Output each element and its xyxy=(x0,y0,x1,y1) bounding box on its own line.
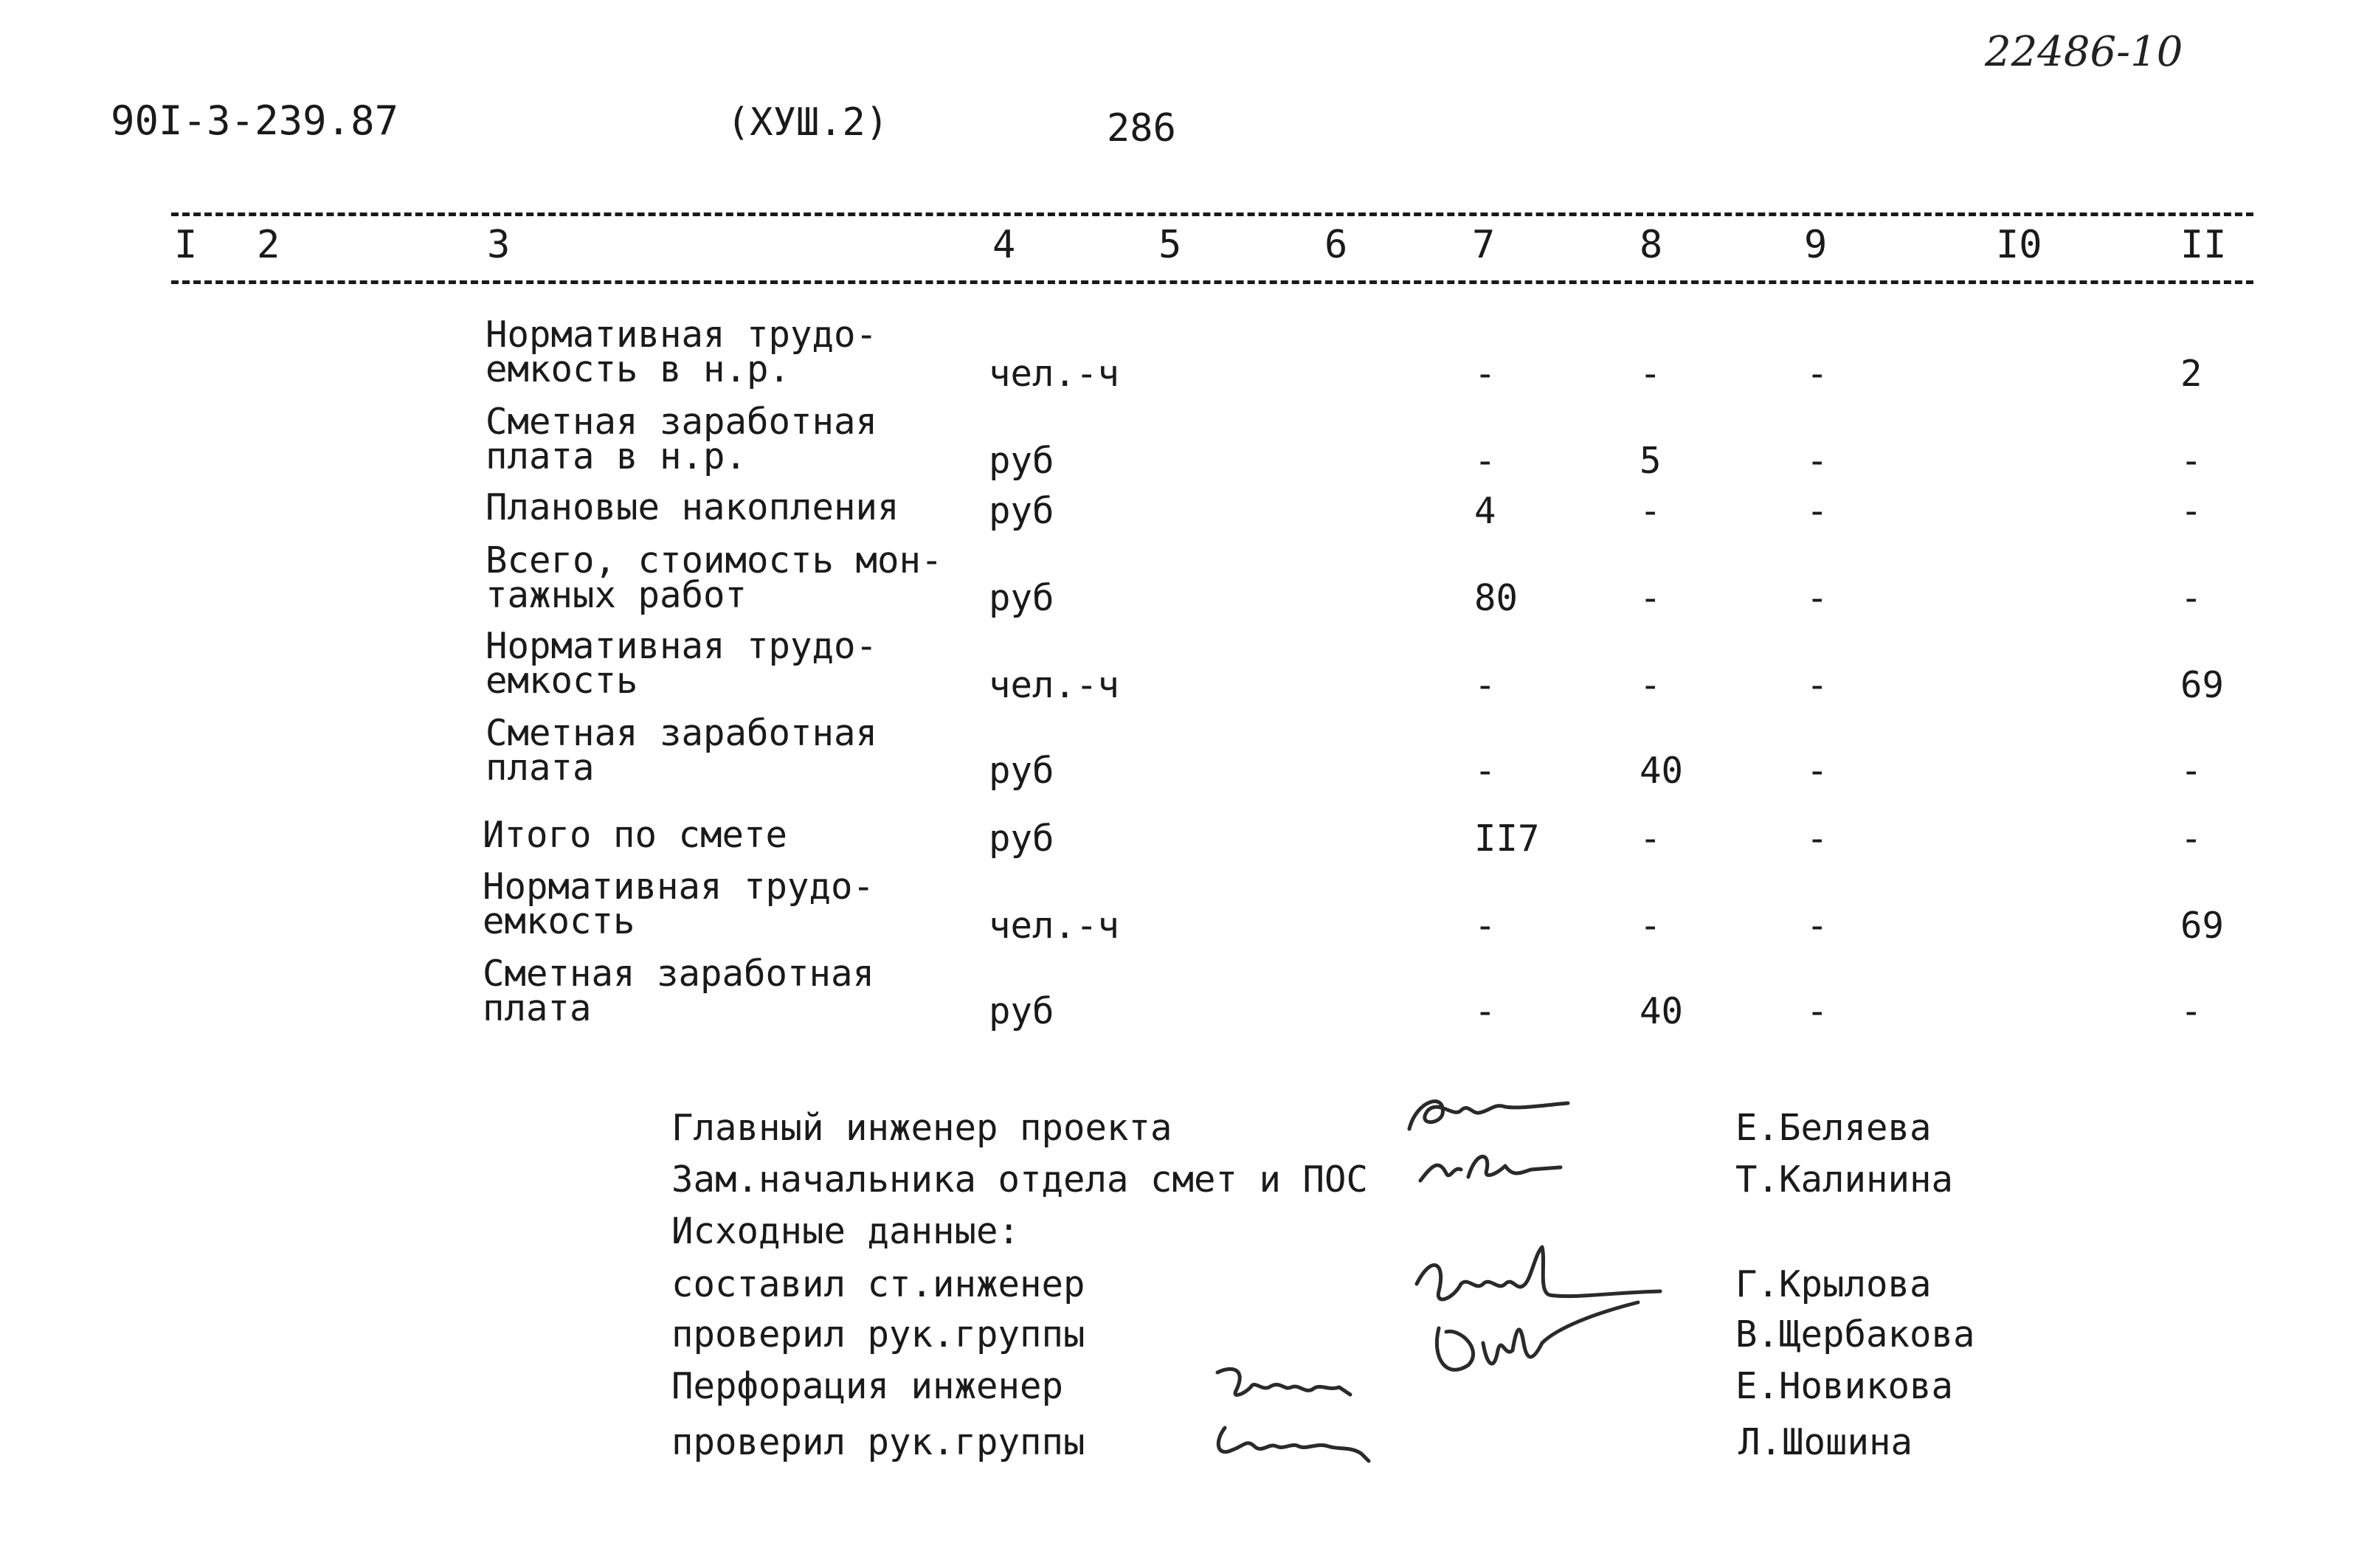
cell-col8: - xyxy=(1640,577,1662,619)
cell-col7: 80 xyxy=(1474,577,1518,619)
cell-col11: 2 xyxy=(2180,353,2202,395)
column-header: 6 xyxy=(1324,223,1348,267)
signature-name: Е.Новикова xyxy=(1735,1365,1954,1407)
row-label: Нормативная трудо- емкость xyxy=(483,866,875,942)
signature-role: проверил рук.группы xyxy=(671,1421,1085,1463)
row-label: Сметная заработная плата xyxy=(483,953,875,1029)
row-label: Итого по смете xyxy=(483,814,788,856)
cell-col9: - xyxy=(1806,577,1828,619)
row-unit: руб xyxy=(989,990,1054,1032)
column-header: I xyxy=(174,223,198,267)
cell-col7: - xyxy=(1474,353,1496,395)
signature-role: Исходные данные: xyxy=(671,1210,1020,1252)
cell-col11: 69 xyxy=(2180,664,2225,706)
cell-col8: - xyxy=(1640,490,1662,532)
row-unit: руб xyxy=(989,440,1054,482)
column-header: II xyxy=(2180,223,2227,267)
row-unit: чел.-ч xyxy=(989,664,1120,706)
handwritten-archive-number: 22486-10 xyxy=(1985,28,2183,76)
row-unit: руб xyxy=(989,818,1054,860)
cell-col8: - xyxy=(1640,664,1662,706)
cell-col8: 40 xyxy=(1640,990,1684,1032)
cell-col7: - xyxy=(1474,905,1496,947)
cell-col8: 5 xyxy=(1640,440,1662,482)
signature-name: Е.Беляева xyxy=(1735,1107,1932,1149)
column-header: 3 xyxy=(487,223,511,267)
cell-col11: - xyxy=(2180,490,2202,532)
cell-col9: - xyxy=(1806,490,1828,532)
signature-role: Перфорация инженер xyxy=(671,1365,1064,1407)
column-header: 2 xyxy=(257,223,280,267)
column-header: 5 xyxy=(1158,223,1182,267)
cell-col8: - xyxy=(1640,818,1662,860)
signature-mark-perforation-engineer xyxy=(1210,1358,1358,1409)
cell-col9: - xyxy=(1806,905,1828,947)
row-label: Плановые накопления xyxy=(486,486,899,528)
cell-col11: - xyxy=(2180,818,2202,860)
signature-mark-group-lead-2 xyxy=(1210,1413,1380,1472)
cell-col7: - xyxy=(1474,664,1496,706)
column-header: 7 xyxy=(1472,223,1496,267)
document-code: 90I-3-239.87 xyxy=(111,97,399,144)
signature-mark-group-lead xyxy=(1424,1299,1645,1395)
signature-mark-deputy-head xyxy=(1409,1136,1572,1195)
signature-name: Г.Крылова xyxy=(1735,1263,1932,1305)
cell-col8: - xyxy=(1640,353,1662,395)
column-header: 8 xyxy=(1640,223,1663,267)
cell-col11: - xyxy=(2180,750,2202,792)
row-unit: руб xyxy=(989,490,1054,532)
signature-role: составил ст.инженер xyxy=(671,1263,1085,1305)
cell-col9: - xyxy=(1806,750,1828,792)
row-unit: руб xyxy=(989,750,1054,792)
cell-col7: - xyxy=(1474,750,1496,792)
row-label: Сметная заработная плата в н.р. xyxy=(486,401,878,477)
row-unit: руб xyxy=(989,577,1054,619)
signature-role: Зам.начальника отдела смет и ПОС xyxy=(671,1158,1369,1201)
section-code: (ХУШ.2) xyxy=(727,100,889,145)
signature-role: Главный инженер проекта xyxy=(671,1107,1172,1149)
signature-role: проверил рук.группы xyxy=(671,1313,1085,1355)
cell-col7: - xyxy=(1474,990,1496,1032)
row-unit: чел.-ч xyxy=(989,353,1120,395)
column-header: 9 xyxy=(1804,223,1828,267)
row-label: Всего, стоимость мон- тажных работ xyxy=(486,539,943,616)
cell-col9: - xyxy=(1806,353,1828,395)
cell-col9: - xyxy=(1806,440,1828,482)
cell-col11: - xyxy=(2180,577,2202,619)
signature-name: В.Щербакова xyxy=(1735,1313,1975,1355)
page-number: 286 xyxy=(1107,106,1176,151)
cell-col9: - xyxy=(1806,664,1828,706)
row-label: Нормативная трудо- емкость в н.р. xyxy=(486,314,878,390)
cell-col7: - xyxy=(1474,440,1496,482)
header-top-rule xyxy=(171,213,2253,216)
column-header: 4 xyxy=(992,223,1016,267)
signature-name: Т.Калинина xyxy=(1735,1158,1954,1201)
cell-col9: - xyxy=(1806,990,1828,1032)
column-header: I0 xyxy=(1996,223,2042,267)
header-bottom-rule xyxy=(171,280,2253,284)
cell-col7: 4 xyxy=(1474,490,1496,532)
signature-mark-chief-engineer xyxy=(1402,1085,1579,1144)
cell-col8: - xyxy=(1640,905,1662,947)
cell-col11: - xyxy=(2180,990,2202,1032)
cell-col11: 69 xyxy=(2180,905,2225,947)
signature-name: Л.Шошина xyxy=(1738,1421,1913,1463)
cell-col9: - xyxy=(1806,818,1828,860)
cell-col11: - xyxy=(2180,440,2202,482)
cell-col8: 40 xyxy=(1640,750,1684,792)
row-unit: чел.-ч xyxy=(989,905,1120,947)
row-label: Нормативная трудо- емкость xyxy=(486,625,878,702)
row-label: Сметная заработная плата xyxy=(486,712,878,789)
cell-col7: II7 xyxy=(1474,818,1540,860)
